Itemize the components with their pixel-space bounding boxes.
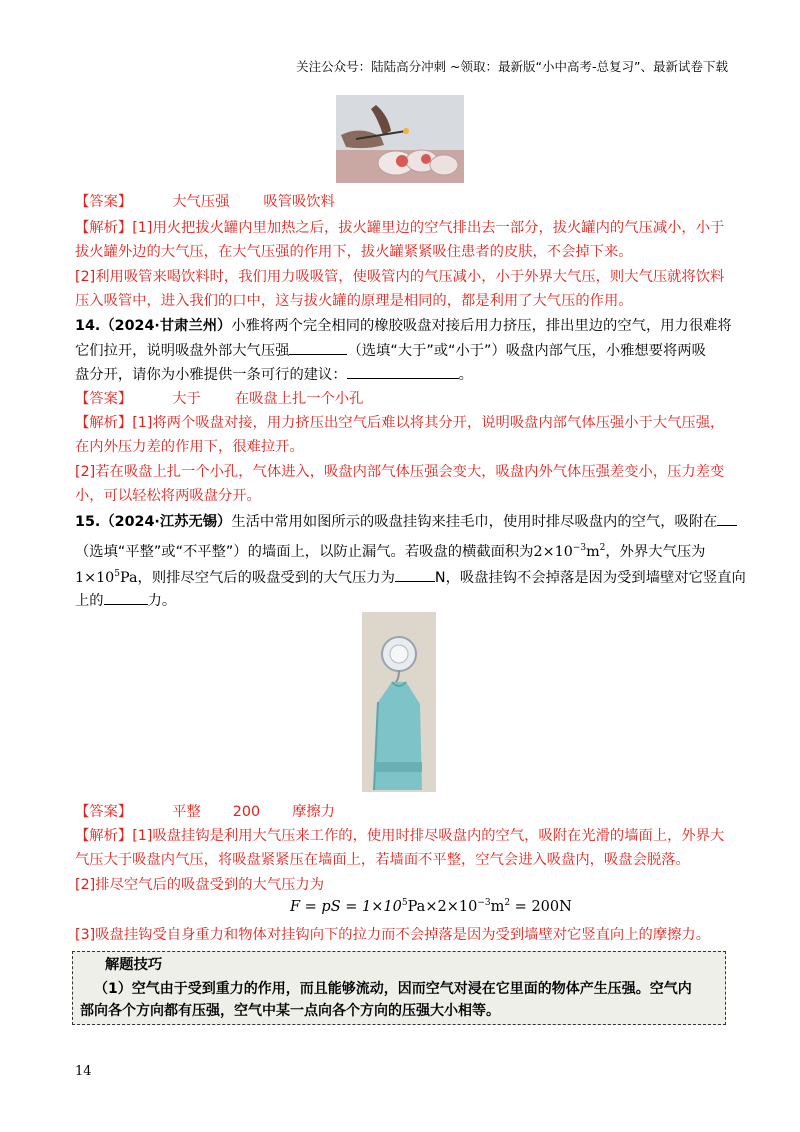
question-number: 14. bbox=[75, 318, 101, 334]
q15-analysis-line: [2]排尽空气后的吸盘受到的大气压力为 bbox=[75, 877, 324, 893]
analysis-label: 【解析】 bbox=[75, 415, 133, 431]
q15-analysis-line: 【解析】[1]吸盘挂钩是利用大气压来工作的，使用时排尽吸盘内的空气，吸附在光滑的墙面上，外界大 bbox=[75, 828, 725, 844]
q13-answer bbox=[75, 192, 335, 212]
answer-blank[interactable] bbox=[395, 567, 435, 582]
page-number: 14 bbox=[75, 1064, 92, 1079]
q14-stem-line: 盘分开，请你为小雅提供一条可行的建议： 。 bbox=[75, 364, 473, 385]
answer-blank[interactable] bbox=[104, 590, 148, 605]
q15-stem-line: 上的 力。 bbox=[75, 590, 176, 611]
q15-answer bbox=[75, 802, 335, 822]
cupping-illustration bbox=[336, 95, 464, 183]
suction-hook-photo bbox=[362, 612, 436, 792]
tips-line: 部向各个方向都有压强，空气中某一点向各个方向的压强大小相等。 bbox=[80, 1003, 500, 1019]
answer-value: 大气压强 bbox=[172, 194, 230, 210]
tips-line: （1）空气由于受到重力的作用，而且能够流动，因而空气对浸在它里面的物体产生压强。空气内 bbox=[94, 981, 692, 997]
tips-title: 解题技巧 bbox=[105, 957, 163, 973]
answer-blank[interactable] bbox=[289, 340, 347, 355]
question-number: 15. bbox=[75, 514, 101, 530]
q15-analysis-line: 气压大于吸盘内气压，将吸盘紧紧压在墙面上，若墙面不平整，空气会进入吸盘内，吸盘会脱落。 bbox=[75, 852, 690, 868]
answer-value: 大于 bbox=[172, 391, 201, 407]
answer-value: 摩擦力 bbox=[292, 804, 335, 820]
analysis-label: 【解析】 bbox=[75, 220, 133, 236]
answer-value: 在吸盘上扎一个小孔 bbox=[234, 391, 364, 407]
q14-analysis-line: 【解析】[1]将两个吸盘对接，用力挤压出空气后难以将其分开，说明吸盘内部气体压强小于大气压强， bbox=[75, 415, 725, 431]
answer-value: 平整 bbox=[172, 804, 201, 820]
analysis-label: 【解析】 bbox=[75, 828, 133, 844]
pressure-formula: F = pS = $1\times 10^5Pa\times 2\times 10^{-3}m^2 = 200N$ bbox=[290, 898, 572, 915]
page-header: 关注公众号：陆陆高分冲刺 ~领取：最新版“小中高考-总复习”、最新试卷下载 bbox=[296, 59, 728, 74]
q13-analysis-line: [2]利用吸管来喝饮料时，我们用力吸吸管，使吸管内的气压减小，小于外界大气压，则大气压就将饮料 bbox=[75, 269, 725, 285]
question-source: （2024·甘肃兰州） bbox=[100, 318, 232, 334]
q14-stem-line: 它们拉开，说明吸盘外部大气压强 （选填“大于”或“小于”）吸盘内部气压，小雅想要将两吸 bbox=[75, 340, 706, 361]
area-value: $2\times 10^{-3}m^2$ bbox=[533, 543, 606, 560]
pressure-value: $1\times 10^5Pa$ bbox=[75, 569, 138, 586]
q14-answer bbox=[75, 389, 363, 409]
q13-analysis-line: 拔火罐外边的大气压，在大气压强的作用下，拔火罐紧紧吸住患者的皮肤，不会掉下来。 bbox=[75, 244, 633, 260]
answer-label: 【答案】 bbox=[75, 194, 133, 210]
q14-analysis-line: 在内外压力差的作用下，很难拉开。 bbox=[75, 439, 304, 455]
answer-value: 200 bbox=[232, 804, 261, 820]
q14-analysis-line: 小，可以轻松将两吸盘分开。 bbox=[75, 488, 261, 504]
q15-stem-line: 15.（2024·江苏无锡）生活中常用如图所示的吸盘挂钩来挂毛巾，使用时排尽吸盘内的空气，吸附在 bbox=[75, 511, 737, 532]
q14-analysis-line: [2]若在吸盘上扎一个小孔，气体进入，吸盘内部气体压强会变大，吸盘内外气体压强差变小，压力差变 bbox=[75, 464, 725, 480]
q13-analysis-line: 【解析】[1]用火把拔火罐内里加热之后，拔火罐里边的空气排出去一部分，拔火罐内的气压减小，小于 bbox=[75, 220, 725, 236]
q14-stem-line: 14.（2024·甘肃兰州）小雅将两个完全相同的橡胶吸盘对接后用力挤压，排出里边的空气，用力很难将 bbox=[75, 318, 732, 334]
answer-blank[interactable] bbox=[347, 364, 459, 379]
cupping-photo bbox=[336, 95, 464, 183]
suction-hook-illustration bbox=[362, 612, 436, 792]
answer-value: 吸管吸饮料 bbox=[263, 194, 335, 210]
answer-label: 【答案】 bbox=[75, 804, 133, 820]
answer-blank[interactable] bbox=[717, 511, 737, 526]
q15-analysis-line: [3]吸盘挂钩受自身重力和物体对挂钩向下的拉力而不会掉落是因为受到墙壁对它竖直向上的摩擦力。 bbox=[75, 927, 711, 943]
q13-analysis-line: 压入吸管中，进入我们的口中，这与拔火罐的原理是相同的，都是利用了大气压的作用。 bbox=[75, 293, 633, 309]
answer-label: 【答案】 bbox=[75, 391, 133, 407]
q15-stem-line: $1\times 10^5Pa$，则排尽空气后的吸盘受到的大气压力为 N，吸盘挂钩不会掉落是因为受到墙壁对它竖直向 bbox=[75, 564, 746, 588]
q15-stem-line: （选填“平整”或“不平整”）的墙面上，以防止漏气。若吸盘的横截面积为$2\times 10^{-3}m^2$，外界大气压为 bbox=[75, 543, 706, 560]
question-source: （2024·江苏无锡） bbox=[100, 514, 232, 530]
